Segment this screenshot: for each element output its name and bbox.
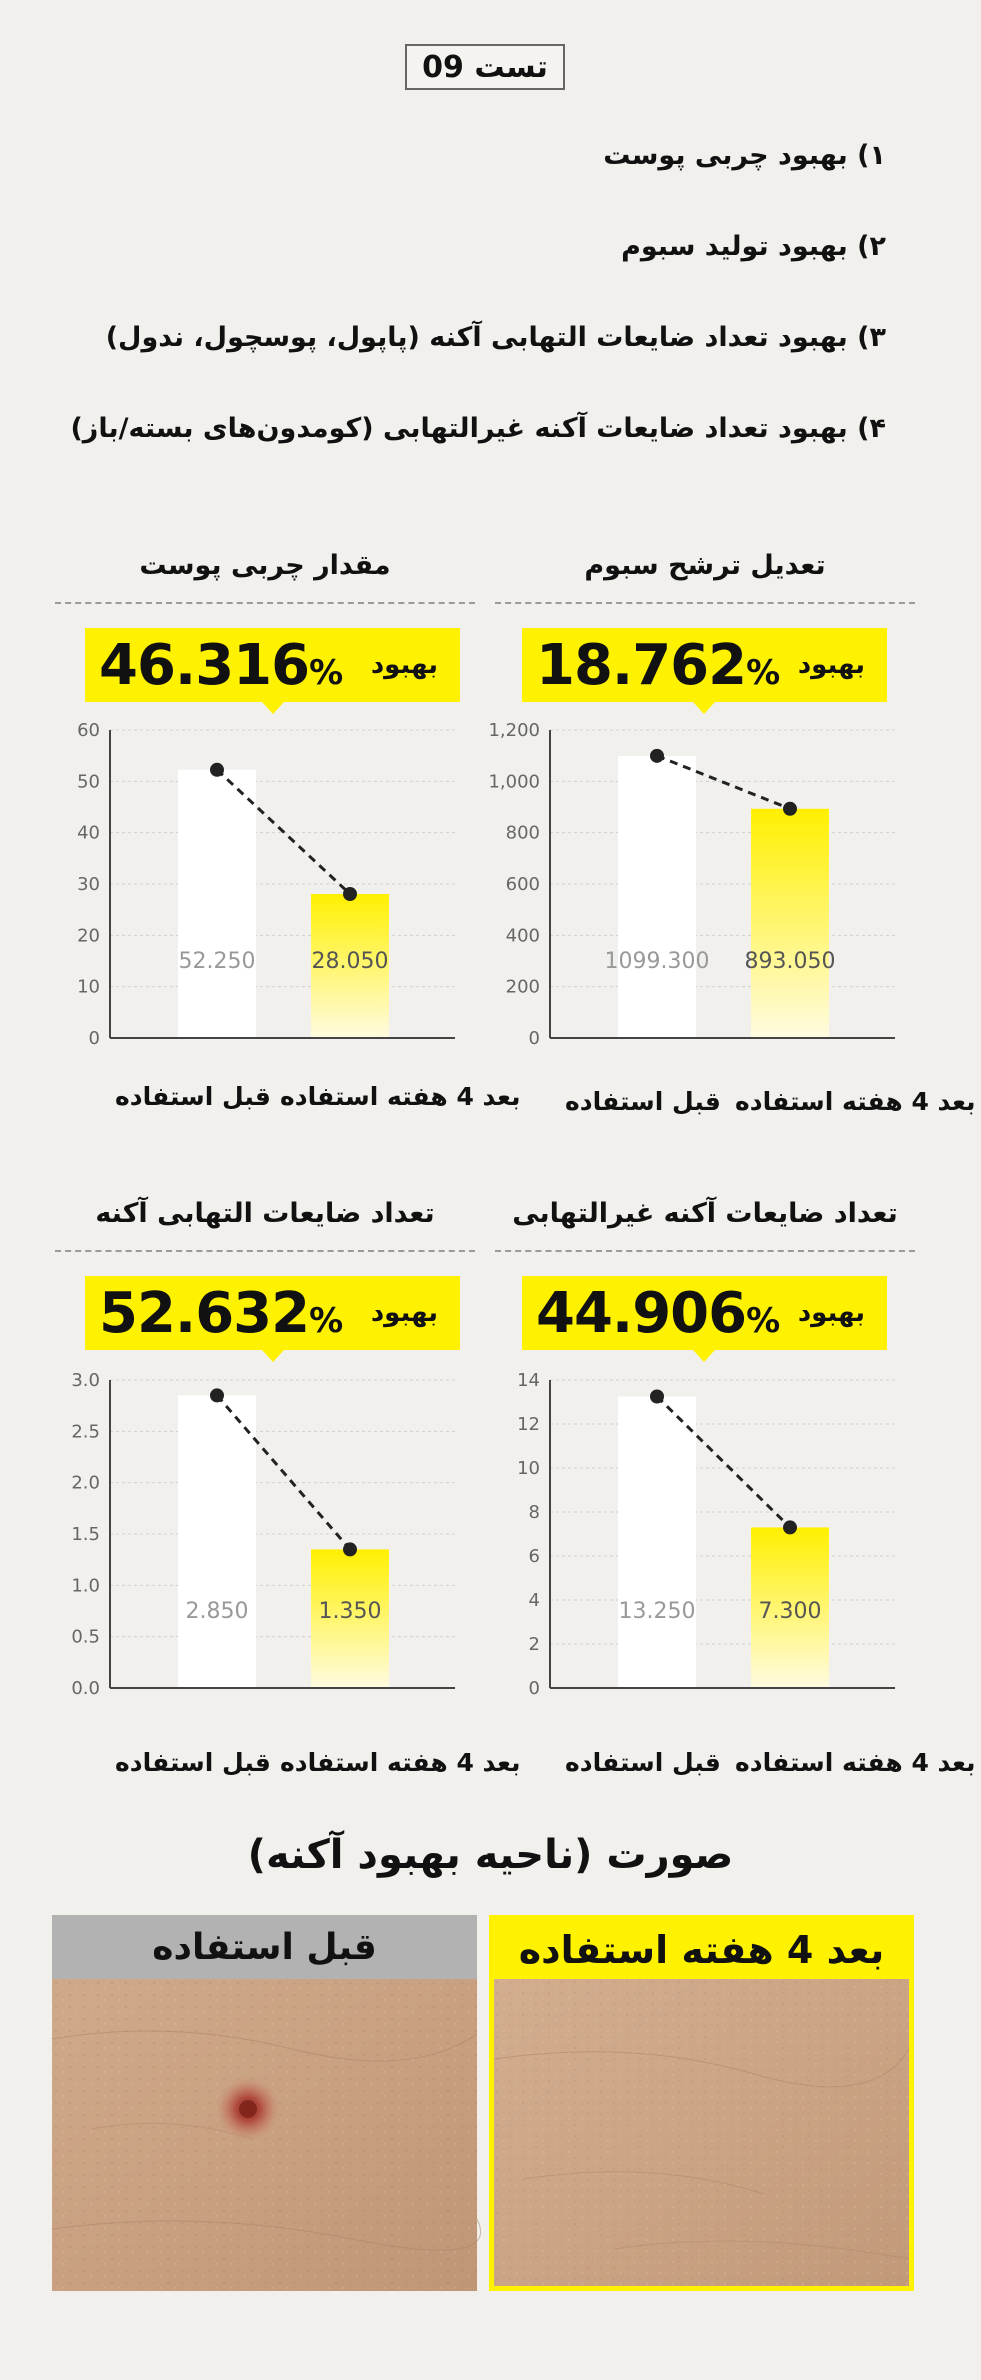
chart-noninflammatory-lesions [495, 1198, 976, 1788]
skin-photo-after [494, 1979, 909, 2286]
chart-plot [495, 1370, 915, 1710]
x-label-after: بعد 4 هفته استفاده [280, 1748, 521, 1777]
bar-value-label: 7.300 [758, 1599, 822, 1624]
photo-after [489, 1915, 914, 2291]
photo-before [52, 1915, 477, 2291]
chart-divider [55, 1250, 475, 1252]
improvement-label: بهبود [797, 1298, 865, 1328]
y-tick-label: 2.5 [71, 1421, 100, 1443]
y-tick-label: 1.5 [71, 1524, 100, 1545]
y-tick-label: 0 [528, 1678, 540, 1699]
bar-before [178, 770, 256, 1038]
badge-pointer [693, 1350, 715, 1362]
chart-title: تعدیل ترشح سبوم [584, 550, 826, 581]
data-point [783, 1520, 797, 1534]
y-tick-label: 12 [517, 1414, 540, 1435]
improvement-label: بهبود [797, 650, 865, 680]
y-tick-label: 50 [77, 771, 100, 793]
chart-title: تعداد ضایعات آکنه غیرالتهابی [512, 1198, 898, 1229]
chart-plot [488, 720, 915, 1060]
improvement-value: 46.316% [99, 632, 344, 698]
bar-before [618, 756, 696, 1038]
improvement-badge [85, 628, 460, 702]
y-tick-label: 200 [505, 976, 540, 998]
data-point [343, 1542, 357, 1556]
y-tick-label: 800 [505, 822, 540, 844]
improvement-label: بهبود [370, 1298, 438, 1328]
y-tick-label: 600 [505, 874, 540, 895]
data-point [210, 763, 224, 777]
chart-plot [55, 720, 475, 1060]
y-tick-label: 4 [528, 1590, 540, 1611]
badge-pointer [693, 702, 715, 714]
y-tick-label: 14 [517, 1370, 540, 1391]
data-point [650, 1390, 664, 1404]
x-label-after: بعد 4 هفته استفاده [735, 1087, 976, 1116]
improvement-badge [522, 1276, 887, 1350]
bar-value-label: 28.050 [311, 949, 389, 974]
y-tick-label: 40 [77, 822, 100, 844]
test-title: 09 تست [405, 44, 565, 90]
bar-before [178, 1395, 256, 1688]
bar-after [751, 809, 829, 1038]
y-tick-label: 0.5 [71, 1626, 100, 1648]
photo-after-header: بعد 4 هفته استفاده [494, 1920, 909, 1979]
list-item: ۳) بهبود تعداد ضایعات التهابی آکنه (پاپول، پوسچول، ندول) [105, 322, 886, 353]
chart-divider [495, 1250, 915, 1252]
y-tick-label: 2 [528, 1634, 540, 1655]
y-tick-label: 0 [88, 1028, 100, 1049]
photo-before-header: قبل استفاده [52, 1915, 477, 1979]
y-tick-label: 1.0 [71, 1575, 100, 1597]
y-tick-label: 0.0 [71, 1678, 100, 1699]
bar-value-label: 1099.300 [604, 949, 710, 974]
x-label-before: قبل استفاده [115, 1748, 271, 1777]
y-tick-label: 60 [77, 720, 100, 741]
y-tick-label: 400 [505, 925, 540, 947]
y-tick-label: 1,000 [488, 771, 540, 793]
list-item: ۱) بهبود چربی پوست [603, 140, 886, 171]
list-item: ۲) بهبود تولید سبوم [621, 231, 886, 262]
skin-photo-before [52, 1979, 477, 2291]
y-tick-label: 3.0 [71, 1370, 100, 1391]
x-label-after: بعد 4 هفته استفاده [280, 1082, 521, 1111]
y-tick-label: 30 [77, 874, 100, 895]
bar-value-label: 2.850 [185, 1599, 249, 1624]
x-label-after: بعد 4 هفته استفاده [735, 1748, 976, 1777]
improvement-badge [522, 628, 887, 702]
bar-value-label: 13.250 [618, 1599, 696, 1624]
bar-value-label: 893.050 [744, 949, 836, 974]
x-label-before: قبل استفاده [115, 1082, 271, 1111]
chart-sebum [488, 550, 976, 1130]
chart-divider [495, 602, 915, 604]
x-label-before: قبل استفاده [565, 1748, 721, 1777]
data-point [343, 887, 357, 901]
badge-pointer [262, 1350, 284, 1362]
photos-title: صورت (ناحیه بهبود آکنه) [247, 1832, 734, 1878]
data-point [783, 802, 797, 816]
y-tick-label: 8 [528, 1502, 540, 1523]
improvement-value: 52.632% [99, 1280, 344, 1346]
y-tick-label: 10 [517, 1458, 540, 1479]
list-item: ۴) بهبود تعداد ضایعات آکنه غیرالتهابی (کومدون‌های بسته/باز) [70, 413, 886, 444]
chart-title: مقدار چربی پوست [139, 550, 391, 581]
y-tick-label: 0 [528, 1028, 540, 1049]
chart-title: تعداد ضایعات التهابی آکنه [95, 1198, 435, 1229]
y-tick-label: 10 [77, 976, 100, 998]
bar-before [618, 1397, 696, 1689]
improvement-badge [85, 1276, 460, 1350]
bar-value-label: 52.250 [178, 949, 256, 974]
x-label-before: قبل استفاده [565, 1087, 721, 1116]
data-point [650, 749, 664, 763]
improvement-value: 44.906% [536, 1280, 781, 1346]
y-tick-label: 6 [528, 1546, 540, 1567]
chart-inflammatory-lesions [55, 1198, 521, 1788]
data-point [210, 1388, 224, 1402]
y-tick-label: 2.0 [71, 1472, 100, 1494]
chart-plot [55, 1370, 475, 1710]
y-tick-label: 20 [77, 925, 100, 947]
improvement-value: 18.762% [536, 632, 781, 698]
chart-divider [55, 602, 475, 604]
improvement-list [46, 140, 886, 504]
badge-pointer [262, 702, 284, 714]
bar-value-label: 1.350 [318, 1599, 382, 1624]
improvement-label: بهبود [370, 650, 438, 680]
y-tick-label: 1,200 [488, 720, 540, 741]
